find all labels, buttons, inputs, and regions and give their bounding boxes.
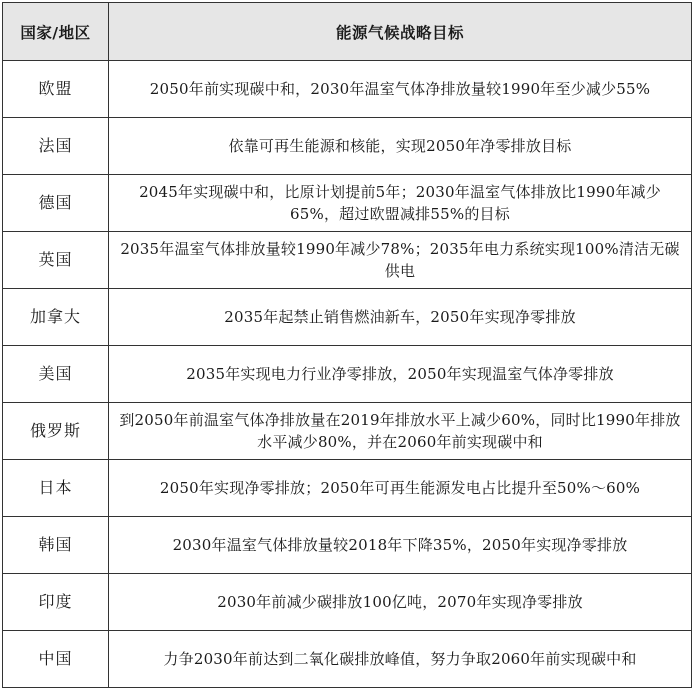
goal-cell: 力争2030年前达到二氧化碳排放峰值，努力争取2060年前实现碳中和 — [109, 631, 692, 688]
goal-cell: 依靠可再生能源和核能，实现2050年净零排放目标 — [109, 118, 692, 175]
country-cell: 日本 — [3, 460, 109, 517]
country-cell: 欧盟 — [3, 61, 109, 118]
country-cell: 韩国 — [3, 517, 109, 574]
goal-cell: 2035年温室气体排放量较1990年减少78%；2035年电力系统实现100%清洁无碳供电 — [109, 232, 692, 289]
table-row — [3, 346, 692, 403]
table-row — [3, 289, 692, 346]
table-row — [3, 460, 692, 517]
energy-climate-strategy-table — [2, 2, 692, 688]
table-row — [3, 574, 692, 631]
table-row — [3, 61, 692, 118]
country-cell: 美国 — [3, 346, 109, 403]
table-row — [3, 232, 692, 289]
header-goal: 能源气候战略目标 — [109, 3, 692, 61]
goal-cell: 2030年温室气体排放量较2018年下降35%，2050年实现净零排放 — [109, 517, 692, 574]
country-cell: 德国 — [3, 175, 109, 232]
table-row — [3, 175, 692, 232]
table-row — [3, 631, 692, 688]
header-country: 国家/地区 — [3, 3, 109, 61]
table-row — [3, 517, 692, 574]
country-cell: 印度 — [3, 574, 109, 631]
goal-cell: 2045年实现碳中和，比原计划提前5年；2030年温室气体排放比1990年减少65%，超过欧盟减排55%的目标 — [109, 175, 692, 232]
country-cell: 加拿大 — [3, 289, 109, 346]
country-cell: 英国 — [3, 232, 109, 289]
goal-cell: 2030年前减少碳排放100亿吨，2070年实现净零排放 — [109, 574, 692, 631]
goal-cell: 2050年实现净零排放；2050年可再生能源发电占比提升至50%～60% — [109, 460, 692, 517]
country-cell: 中国 — [3, 631, 109, 688]
table-header-row — [3, 3, 692, 61]
goal-cell: 2035年实现电力行业净零排放，2050年实现温室气体净零排放 — [109, 346, 692, 403]
country-cell: 法国 — [3, 118, 109, 175]
goal-cell: 2035年起禁止销售燃油新车，2050年实现净零排放 — [109, 289, 692, 346]
table-row — [3, 118, 692, 175]
goal-cell: 到2050年前温室气体净排放量在2019年排放水平上减少60%，同时比1990年排放水平减少80%，并在2060年前实现碳中和 — [109, 403, 692, 460]
country-cell: 俄罗斯 — [3, 403, 109, 460]
goal-cell: 2050年前实现碳中和，2030年温室气体净排放量较1990年至少减少55% — [109, 61, 692, 118]
table-row — [3, 403, 692, 460]
